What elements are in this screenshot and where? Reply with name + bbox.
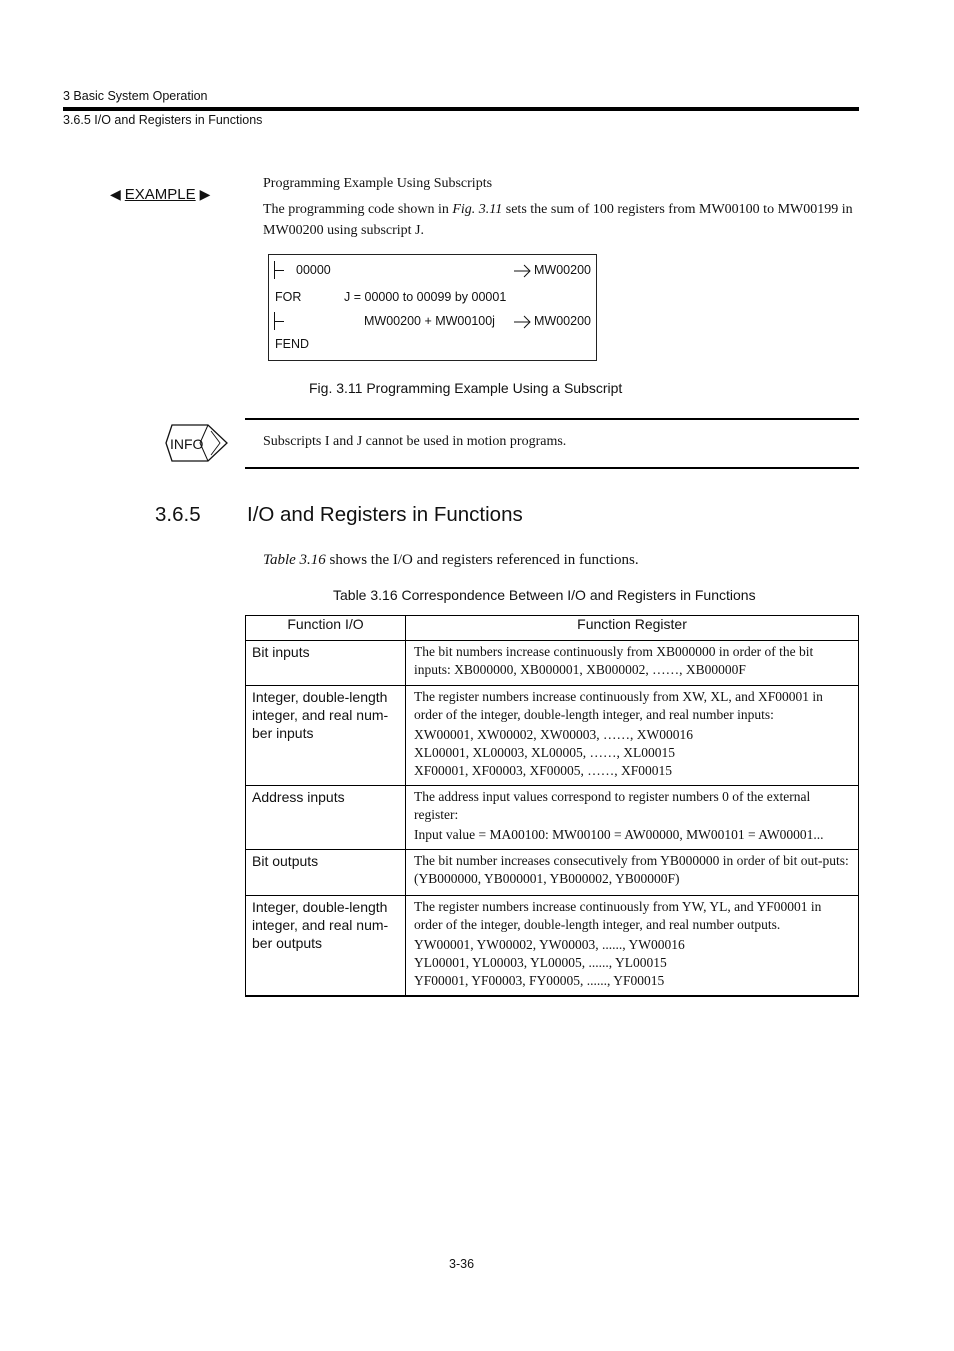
- code-line1-dest: MW00200: [534, 263, 591, 277]
- table-caption: Table 3.16 Correspondence Between I/O and Registers in Functions: [333, 587, 756, 603]
- register-list: XW00001, XW00002, XW00003, ……, XW00016: [414, 727, 693, 742]
- cell-function-register: [406, 686, 859, 786]
- code-fend-keyword: FEND: [275, 337, 310, 351]
- table-row: [246, 686, 859, 786]
- cell-function-io: Integer, double-length integer, and real num-ber inputs: [246, 686, 406, 786]
- table-row: [246, 896, 859, 997]
- example-title: Programming Example Using Subscripts: [263, 176, 493, 191]
- table-row: [246, 786, 859, 850]
- cell-function-register: [406, 641, 859, 686]
- register-text: The register numbers increase continuously from YW, YL, and YF00001 in order of the integer, double-length integer, and real number outputs.: [414, 899, 822, 932]
- section-title: I/O and Registers in Functions: [247, 503, 523, 526]
- example-body-text-2: sets the sum of 100 registers from MW00100 to MW00199 in MW00200 using subscript J.: [263, 202, 853, 238]
- column-header-function-io: Function I/O: [246, 616, 406, 641]
- running-header-chapter: 3 Basic System Operation: [63, 89, 208, 103]
- cell-function-io: Integer, double-length integer, and real num-ber outputs: [246, 896, 406, 997]
- right-triangle-icon: ▶: [199, 186, 211, 202]
- code-listing: [268, 254, 597, 361]
- register-text: The bit numbers increase continuously from XB000000 in order of the bit inputs: XB000000, XB000001, XB000002, ……, XB00000F: [414, 644, 814, 677]
- info-top-rule: [245, 418, 859, 420]
- column-header-function-register: Function Register: [406, 616, 859, 641]
- code-line3-expression: MW00200 + MW00100j: [364, 314, 495, 328]
- cell-function-register: [406, 850, 859, 896]
- register-list: XL00001, XL00003, XL00005, ……, XL00015: [414, 745, 675, 760]
- register-list: YL00001, YL00003, YL00005, ......, YL00015: [414, 955, 667, 970]
- figure-caption: Fig. 3.11 Programming Example Using a Subscript: [309, 380, 623, 396]
- register-text: The address input values correspond to register numbers 0 of the external register:: [414, 789, 811, 822]
- io-register-table: [245, 615, 859, 997]
- cell-function-io: Address inputs: [246, 786, 406, 850]
- register-list: XF00001, XF00003, XF00005, ……, XF00015: [414, 763, 673, 778]
- info-bottom-rule: [245, 467, 859, 469]
- cell-function-io: Bit inputs: [246, 641, 406, 686]
- info-icon: [164, 423, 230, 465]
- cell-function-register: [406, 786, 859, 850]
- page-number: 3-36: [449, 1257, 475, 1271]
- code-for-expression: J = 00000 to 00099 by 00001: [344, 290, 507, 304]
- register-list: YF00001, YF00003, FY00005, ......, YF00015: [414, 973, 665, 988]
- register-text: The register numbers increase continuously from XW, XL, and XF00001 in order of the integer, double-length integer, and real number inputs:: [414, 689, 823, 722]
- cell-function-register: [406, 896, 859, 997]
- register-text: The bit number increases consecutively from YB000000 in order of bit out-puts: (YB000000, YB000001, YB000002, YB00000F): [414, 853, 849, 886]
- example-label: EXAMPLE: [124, 186, 196, 203]
- header-rule: [63, 107, 859, 111]
- table-reference: Table 3.16: [263, 552, 326, 568]
- store-arrow-icon: [513, 314, 533, 330]
- figure-reference: Fig. 3.11: [452, 202, 503, 217]
- rung-stub: [274, 270, 284, 271]
- example-body: [263, 199, 859, 241]
- register-example: Input value = MA00100: MW00100 = AW00000, MW00101 = AW00001...: [414, 827, 824, 842]
- table-row: [246, 641, 859, 686]
- code-for-keyword: FOR: [275, 290, 302, 304]
- example-marker: [110, 186, 210, 203]
- rung-stub: [274, 321, 284, 322]
- table-row: [246, 850, 859, 896]
- code-line1-value: 00000: [296, 263, 331, 277]
- store-arrow-icon: [513, 263, 533, 279]
- cell-function-io: Bit outputs: [246, 850, 406, 896]
- section-number: 3.6.5: [155, 503, 201, 526]
- code-line3-dest: MW00200: [534, 314, 591, 328]
- section-intro-text: shows the I/O and registers referenced in functions.: [325, 552, 639, 568]
- table-header-row: [246, 616, 859, 641]
- section-intro: [263, 552, 639, 569]
- example-body-text: The programming code shown in: [263, 202, 453, 217]
- running-header-section: 3.6.5 I/O and Registers in Functions: [63, 113, 263, 127]
- info-text: Subscripts I and J cannot be used in motion programs.: [263, 434, 567, 449]
- register-list: YW00001, YW00002, YW00003, ......, YW00016: [414, 937, 685, 952]
- info-label: INFO: [170, 436, 204, 452]
- left-triangle-icon: ◀: [110, 186, 121, 202]
